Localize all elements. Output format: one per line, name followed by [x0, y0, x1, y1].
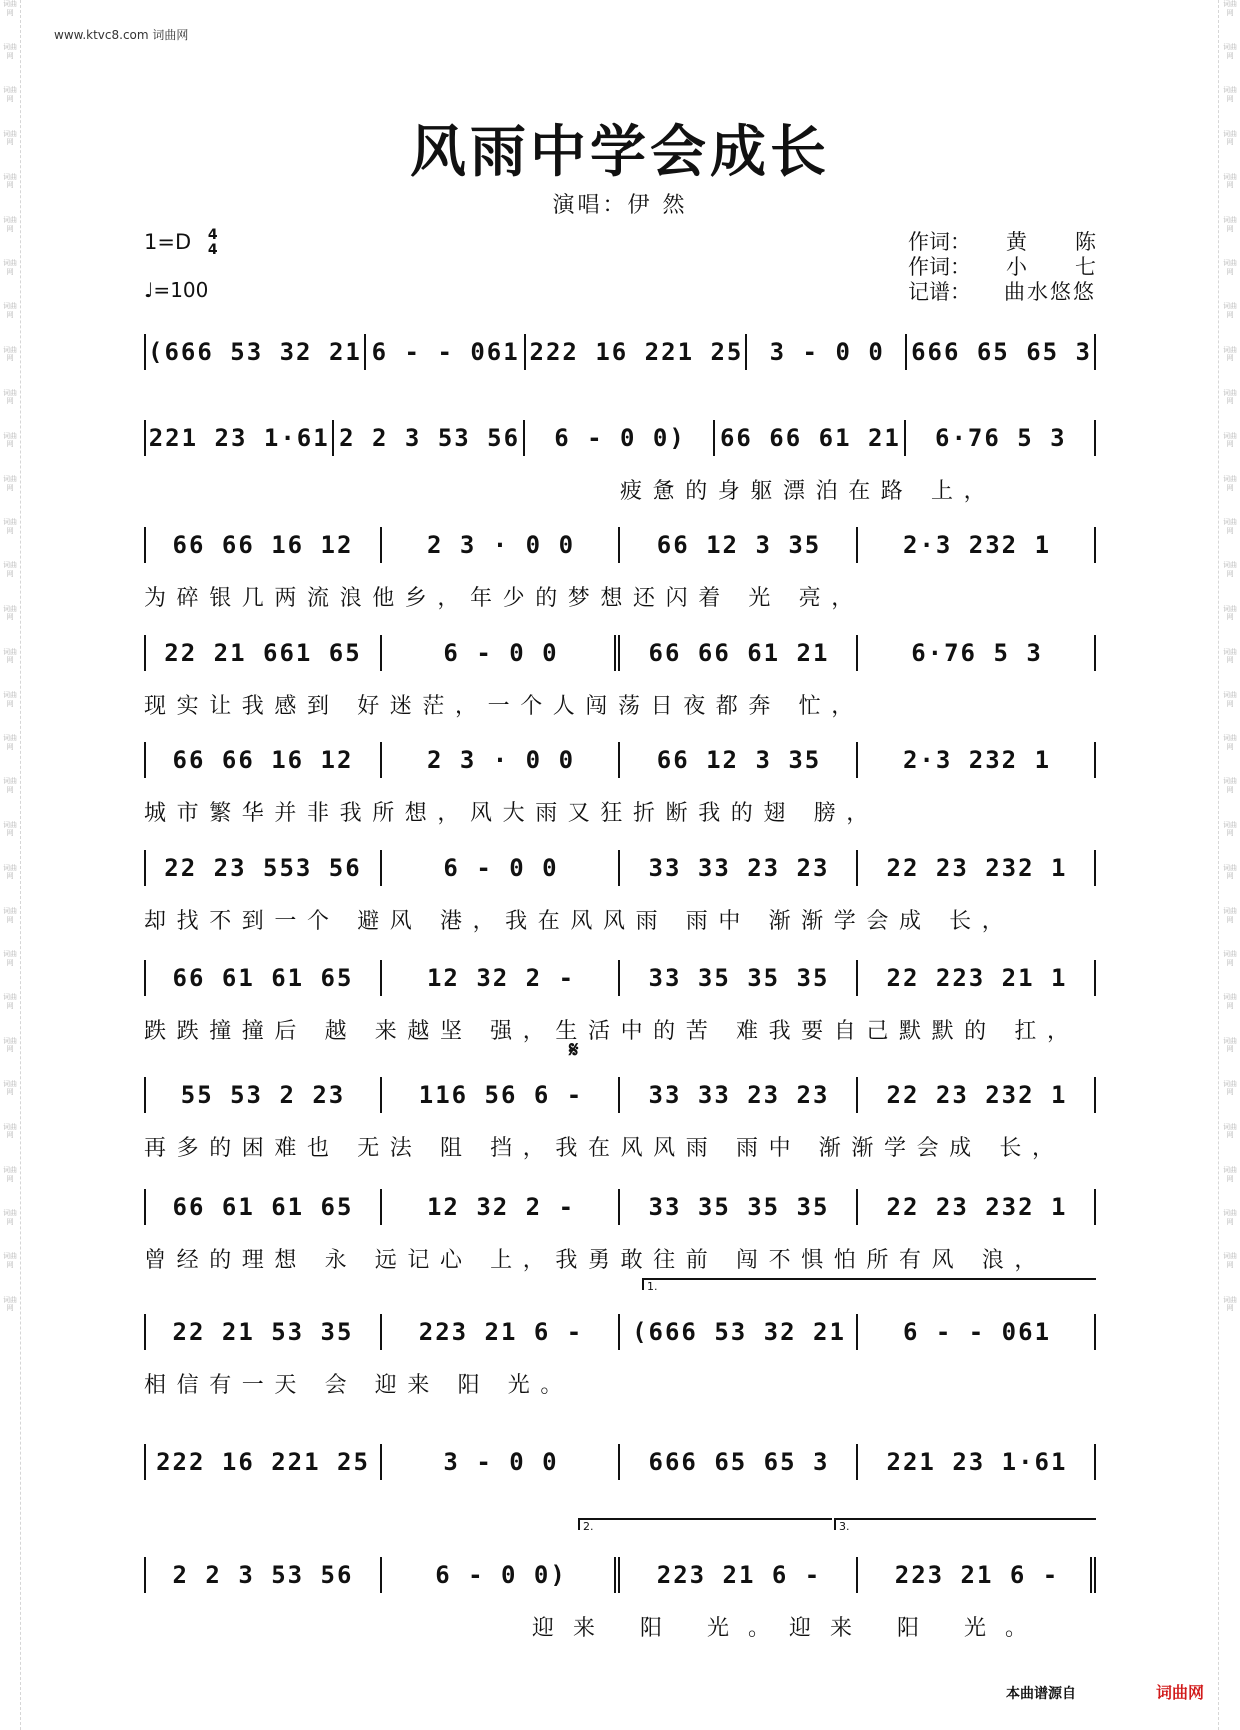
- notes-row: [144, 418, 1096, 458]
- watermark-text: 词曲网: [3, 647, 17, 665]
- credit-role: 作词：: [908, 230, 971, 254]
- watermark-text: 词曲网: [1223, 561, 1237, 579]
- measure: [620, 1075, 858, 1115]
- watermark-text: 词曲网: [3, 518, 17, 535]
- note-group: 66 61 61 65: [172, 964, 354, 992]
- watermark-text: 词曲网: [1223, 604, 1237, 622]
- note-group: 223 21 6 -: [894, 1561, 1060, 1589]
- watermark-text: 词曲网: [3, 86, 17, 103]
- watermark-text: 词曲网: [1223, 345, 1237, 363]
- measure: [620, 958, 858, 998]
- measure: [620, 848, 858, 888]
- measure: [715, 418, 905, 458]
- note-group: 22 21 661 65: [164, 639, 362, 667]
- watermark-text: 词曲网: [1223, 43, 1237, 60]
- lyrics-line: 现实让我感到 好迷茫，一个人闯荡日夜都奔 忙，: [144, 694, 864, 719]
- watermark-text: 词曲网: [1223, 1036, 1237, 1054]
- measure: [620, 1555, 858, 1595]
- watermark-text: 词曲网: [3, 906, 17, 924]
- right-margin-line: [1218, 0, 1219, 1730]
- lyrics-line: 为碎银几两流浪他乡，年少的梦想还闪着 光 亮，: [144, 586, 864, 611]
- volta-first-ending: 1.: [642, 1278, 1096, 1290]
- note-group: 33 33 23 23: [648, 854, 830, 882]
- note-group: 22 21 53 35: [172, 1318, 354, 1346]
- measure: [858, 740, 1096, 780]
- measure: [382, 740, 620, 780]
- notes-row: [144, 1442, 1096, 1482]
- note-group: 2 2 3 53 56: [172, 1561, 354, 1589]
- credit-person: 黄陈: [1006, 230, 1144, 254]
- watermark-text: 词曲网: [1223, 1166, 1237, 1183]
- key-label: 1=D: [144, 230, 192, 254]
- note-group: 2 2 3 53 56: [339, 424, 521, 452]
- measure: [382, 958, 620, 998]
- segno-sign: 𝄋: [569, 1038, 579, 1063]
- watermark-text: 词曲网: [3, 950, 17, 967]
- note-group: 12 32 2 -: [426, 1193, 576, 1221]
- watermark-text: 词曲网: [3, 1122, 17, 1140]
- credit-person: 小七: [1006, 255, 1144, 279]
- note-group: 116 56 6 -: [418, 1081, 584, 1109]
- measure: [620, 1187, 858, 1227]
- lyrics-line: 相信有一天 会 迎来 阳 光。: [144, 1373, 573, 1398]
- watermark-text: 词曲网: [3, 1295, 17, 1313]
- watermark-text: 词曲网: [1223, 647, 1237, 665]
- site-url[interactable]: www.ktvc8.com 词曲网: [54, 28, 189, 42]
- watermark-text: 词曲网: [3, 1209, 17, 1226]
- measure: [382, 525, 620, 565]
- note-group: 6 - 0 0: [443, 639, 559, 667]
- measure: [858, 1442, 1096, 1482]
- notes-row: [144, 1555, 1096, 1595]
- measure: [620, 1442, 858, 1482]
- watermark-text: 词曲网: [3, 734, 17, 751]
- measure: [620, 740, 858, 780]
- watermark-text: 词曲网: [3, 0, 17, 17]
- watermark-text: 词曲网: [1223, 172, 1237, 190]
- measure: [144, 525, 382, 565]
- right-watermark-strip: [1222, 0, 1238, 1730]
- watermark-text: 词曲网: [1223, 993, 1237, 1010]
- watermark-text: 词曲网: [1223, 1295, 1237, 1313]
- watermark-text: 词曲网: [3, 1252, 17, 1270]
- time-bottom: 4: [207, 242, 218, 258]
- notes-row: [144, 848, 1096, 888]
- watermark-text: 词曲网: [3, 43, 17, 60]
- measure: [907, 332, 1096, 372]
- measure: [144, 848, 382, 888]
- note-group: (666 53 32 21: [148, 338, 362, 366]
- note-group: 22 223 21 1: [886, 964, 1068, 992]
- note-group: 66 66 61 21: [648, 639, 830, 667]
- note-group: 222 16 221 25: [529, 338, 744, 366]
- watermark-text: 词曲网: [3, 561, 17, 579]
- measure: [382, 1187, 620, 1227]
- measure: [858, 1312, 1096, 1352]
- measure: [144, 1075, 382, 1115]
- measure: [858, 848, 1096, 888]
- note-group: 12 32 2 -: [426, 964, 576, 992]
- credit-person: 曲水悠悠: [1004, 280, 1096, 304]
- note-group: 55 53 2 23: [180, 1081, 346, 1109]
- note-group: 6 - - 061: [902, 1318, 1052, 1346]
- lyrics-line: 疲惫的身躯漂泊在路 上，: [620, 479, 997, 504]
- watermark-text: 词曲网: [3, 1079, 17, 1097]
- measure: [906, 418, 1096, 458]
- note-group: 66 66 16 12: [172, 531, 354, 559]
- measure: [620, 525, 858, 565]
- measure: [382, 633, 620, 673]
- watermark-text: 词曲网: [3, 1166, 17, 1183]
- notes-row: [144, 1187, 1096, 1227]
- watermark-text: 词曲网: [3, 259, 17, 276]
- measure: [144, 633, 382, 673]
- measure: [382, 1442, 620, 1482]
- measure: [382, 1555, 620, 1595]
- note-group: 66 66 16 12: [172, 746, 354, 774]
- watermark-text: 词曲网: [3, 129, 17, 147]
- note-group: 2·3 232 1: [902, 746, 1052, 774]
- measure: [144, 418, 334, 458]
- watermark-text: 词曲网: [3, 1036, 17, 1054]
- watermark-text: 词曲网: [3, 215, 17, 233]
- left-margin-line: [20, 0, 21, 1730]
- note-group: 2 3 · 0 0: [426, 746, 576, 774]
- lyrics-line: 曾经的理想 永 远记心 上，我勇敢往前 闯不惧怕所有风 浪，: [144, 1248, 1047, 1273]
- watermark-text: 词曲网: [1223, 0, 1237, 17]
- lyrics-line: 却找不到一个 避风 港，我在风风雨 雨中 渐渐学会成 长，: [144, 909, 1015, 934]
- note-group: 66 61 61 65: [172, 1193, 354, 1221]
- volta-second-ending: 2.: [578, 1518, 832, 1530]
- footer-source-text: 本曲谱源自: [1006, 1686, 1076, 1702]
- note-group: 6 - - 061: [371, 338, 520, 366]
- measure: [366, 332, 526, 372]
- watermark-text: 词曲网: [1223, 475, 1237, 492]
- lyrics-line: 迎来 阳 光。迎来 阳 光。: [532, 1616, 1046, 1641]
- measure: [858, 1555, 1096, 1595]
- watermark-text: 词曲网: [3, 863, 17, 881]
- credit-role: 作词：: [908, 255, 971, 279]
- time-top: 4: [207, 227, 218, 243]
- watermark-text: 词曲网: [3, 388, 17, 406]
- measure: [334, 418, 524, 458]
- watermark-text: 词曲网: [3, 172, 17, 190]
- note-group: 6 - 0 0: [443, 854, 559, 882]
- key-signature: [144, 228, 218, 258]
- note-group: 66 66 61 21: [719, 424, 901, 452]
- measure: [382, 1312, 620, 1352]
- watermark-text: 词曲网: [3, 431, 17, 449]
- measure: [144, 1187, 382, 1227]
- watermark-text: 词曲网: [3, 345, 17, 363]
- note-group: 3 - 0 0: [769, 338, 885, 366]
- watermark-text: 词曲网: [1223, 820, 1237, 838]
- measure: [620, 1312, 858, 1352]
- note-group: 22 23 232 1: [886, 1193, 1068, 1221]
- left-watermark-strip: [2, 0, 18, 1730]
- note-group: 221 23 1·61: [886, 1448, 1068, 1476]
- footer-site-logo[interactable]: 词曲网: [1156, 1683, 1205, 1702]
- note-group: 66 12 3 35: [656, 746, 822, 774]
- note-group: (666 53 32 21: [632, 1318, 846, 1346]
- note-group: 66 12 3 35: [656, 531, 822, 559]
- watermark-text: 词曲网: [1223, 1079, 1237, 1097]
- watermark-text: 词曲网: [3, 777, 17, 794]
- watermark-text: 词曲网: [1223, 906, 1237, 924]
- song-title: 风雨中学会成长: [410, 119, 830, 185]
- watermark-text: 词曲网: [1223, 1209, 1237, 1226]
- watermark-text: 词曲网: [1223, 777, 1237, 794]
- note-group: 666 65 65 3: [648, 1448, 830, 1476]
- lyrics-line: 再多的困难也 无法 阻 挡，我在风风雨 雨中 渐渐学会成 长，: [144, 1136, 1065, 1161]
- measure: [382, 1075, 620, 1115]
- watermark-text: 词曲网: [1223, 86, 1237, 103]
- measure: [526, 332, 748, 372]
- note-group: 22 23 232 1: [886, 1081, 1068, 1109]
- watermark-text: 词曲网: [1223, 215, 1237, 233]
- watermark-text: 词曲网: [1223, 388, 1237, 406]
- watermark-text: 词曲网: [1223, 1122, 1237, 1140]
- notes-row: [144, 740, 1096, 780]
- note-group: 666 65 65 3: [911, 338, 1093, 366]
- measure: [382, 848, 620, 888]
- notes-row: [144, 525, 1096, 565]
- measure: [858, 1187, 1096, 1227]
- watermark-text: 词曲网: [1223, 129, 1237, 147]
- note-group: 6 - 0 0): [435, 1561, 567, 1589]
- notes-row: [144, 958, 1096, 998]
- note-group: 223 21 6 -: [656, 1561, 822, 1589]
- note-group: 33 35 35 35: [648, 964, 830, 992]
- note-group: 33 33 23 23: [648, 1081, 830, 1109]
- note-group: 22 23 232 1: [886, 854, 1068, 882]
- note-group: 222 16 221 25: [156, 1448, 370, 1476]
- measure: [858, 1075, 1096, 1115]
- measure: [144, 1442, 382, 1482]
- credit-transcriber: [908, 276, 1096, 306]
- watermark-text: 词曲网: [1223, 691, 1237, 708]
- watermark-text: 词曲网: [1223, 950, 1237, 967]
- watermark-text: 词曲网: [3, 691, 17, 708]
- measure: [144, 740, 382, 780]
- watermark-text: 词曲网: [1223, 734, 1237, 751]
- watermark-text: 词曲网: [1223, 518, 1237, 535]
- measure: [620, 633, 858, 673]
- lyrics-line: 跌跌撞撞后 越 来越坚 强，生活中的苦 难我要自己默默的 扛，: [144, 1019, 1080, 1044]
- watermark-text: 词曲网: [1223, 259, 1237, 276]
- singer-credit: 演唱：伊 然: [552, 193, 688, 218]
- notes-row: [144, 332, 1096, 372]
- watermark-text: 词曲网: [3, 993, 17, 1010]
- note-group: 223 21 6 -: [418, 1318, 584, 1346]
- lyrics-line: 城市繁华并非我所想，风大雨又狂折断我的翅 膀，: [144, 801, 879, 826]
- measure: [858, 525, 1096, 565]
- watermark-text: 词曲网: [3, 604, 17, 622]
- note-group: 6 - 0 0): [554, 424, 686, 452]
- watermark-text: 词曲网: [3, 475, 17, 492]
- volta-third-ending: 3.: [834, 1518, 1096, 1530]
- measure: [858, 958, 1096, 998]
- watermark-text: 词曲网: [3, 820, 17, 838]
- measure: [144, 332, 366, 372]
- note-group: 6·76 5 3: [911, 639, 1043, 667]
- notes-row: [144, 633, 1096, 673]
- notes-row: [144, 1312, 1096, 1352]
- watermark-text: 词曲网: [1223, 302, 1237, 319]
- notes-row: [144, 1075, 1096, 1115]
- measure: [144, 1312, 382, 1352]
- note-group: 6·76 5 3: [935, 424, 1067, 452]
- measure: [525, 418, 715, 458]
- note-group: 3 - 0 0: [443, 1448, 559, 1476]
- watermark-text: 词曲网: [1223, 1252, 1237, 1270]
- time-signature: [208, 228, 218, 258]
- tempo-mark: ♩=100: [144, 278, 209, 302]
- note-group: 221 23 1·61: [148, 424, 330, 452]
- note-group: 2·3 232 1: [902, 531, 1052, 559]
- note-group: 2 3 · 0 0: [426, 531, 576, 559]
- measure: [144, 958, 382, 998]
- note-group: 22 23 553 56: [164, 854, 362, 882]
- measure: [747, 332, 907, 372]
- note-group: 33 35 35 35: [648, 1193, 830, 1221]
- measure: [144, 1555, 382, 1595]
- watermark-text: 词曲网: [1223, 431, 1237, 449]
- watermark-text: 词曲网: [1223, 863, 1237, 881]
- measure: [858, 633, 1096, 673]
- watermark-text: 词曲网: [3, 302, 17, 319]
- credit-role: 记谱：: [908, 280, 971, 304]
